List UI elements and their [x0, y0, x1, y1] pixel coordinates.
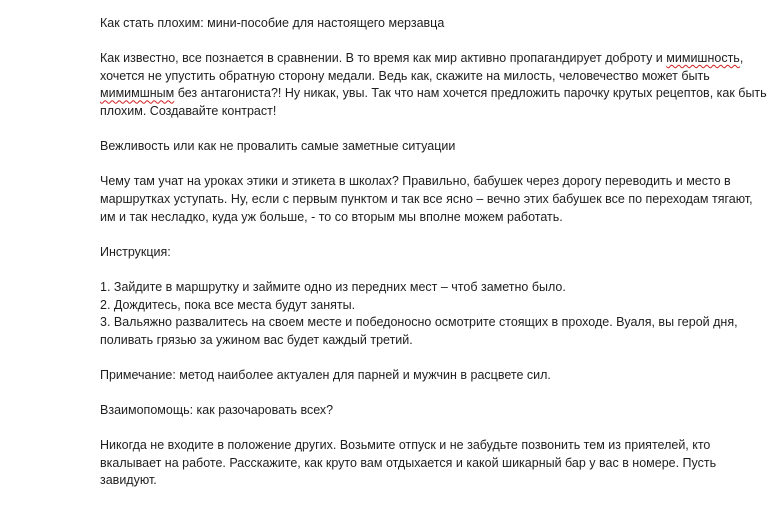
mutual-help-paragraph: Никогда не входите в положение других. Возьмите отпуск и не забудьте позвонить тем из приятелей, кто вкалывает на работе. Расскажите, как круто вам отдыхается и какой шикарный бар у вас в номере. Пусть завидуют.: [100, 438, 717, 488]
intro-text-1: Как известно, все познается в сравнении. В то время как мир активно пропагандирует доброту и: [100, 51, 667, 66]
intro-text-2: , хочется не упустить обратную сторону медали. Ведь как, скажите на милость, человечество может быть: [100, 51, 744, 83]
list-item: 1. Зайдите в маршрутку и займите одно из передних мест – чтоб заметно было.: [100, 279, 566, 294]
intro-text-3: без антагониста?! Ну никак, увы. Так что нам хочется предложить парочку крутых рецептов, как быть плохим. Создавайте контраст!: [100, 86, 767, 118]
list-item: 2. Дождитесь, пока все места будут заняты.: [100, 297, 356, 312]
misspelled-word[interactable]: мимимшным: [100, 86, 175, 101]
intro-paragraph: [100, 50, 770, 120]
list-item: 3. Вальяжно развалитесь на своем месте и победоносно осмотрите стоящих в проходе. Вуаля, вы герой дня, поливать грязью за ужином вас будет каждый третий.: [100, 315, 738, 347]
note-paragraph: Примечание: метод наиболее актуален для парней и мужчин в расцвете сил.: [100, 367, 551, 382]
misspelled-word[interactable]: мимишность: [666, 51, 740, 66]
instruction-list: [100, 279, 770, 349]
document-title: Как стать плохим: мини-пособие для настоящего мерзавца: [100, 16, 445, 30]
politeness-paragraph: Чему там учат на уроках этики и этикета в школах? Правильно, бабушек через дорогу переводить и место в маршрутках уступать. Ну, если с первым пунктом и так все ясно – вечно этих бабушек все по переходам тягают, им и так несладко, куда уж больше, - то со вторым мы вполне можем работать.: [100, 174, 753, 224]
document-body: [100, 15, 770, 490]
instruction-label: Инструкция:: [100, 244, 171, 259]
section-heading-mutual-help: Взаимопомощь: как разочаровать всех?: [100, 403, 334, 418]
section-heading-politeness: Вежливость или как не провалить самые заметные ситуации: [100, 139, 456, 154]
